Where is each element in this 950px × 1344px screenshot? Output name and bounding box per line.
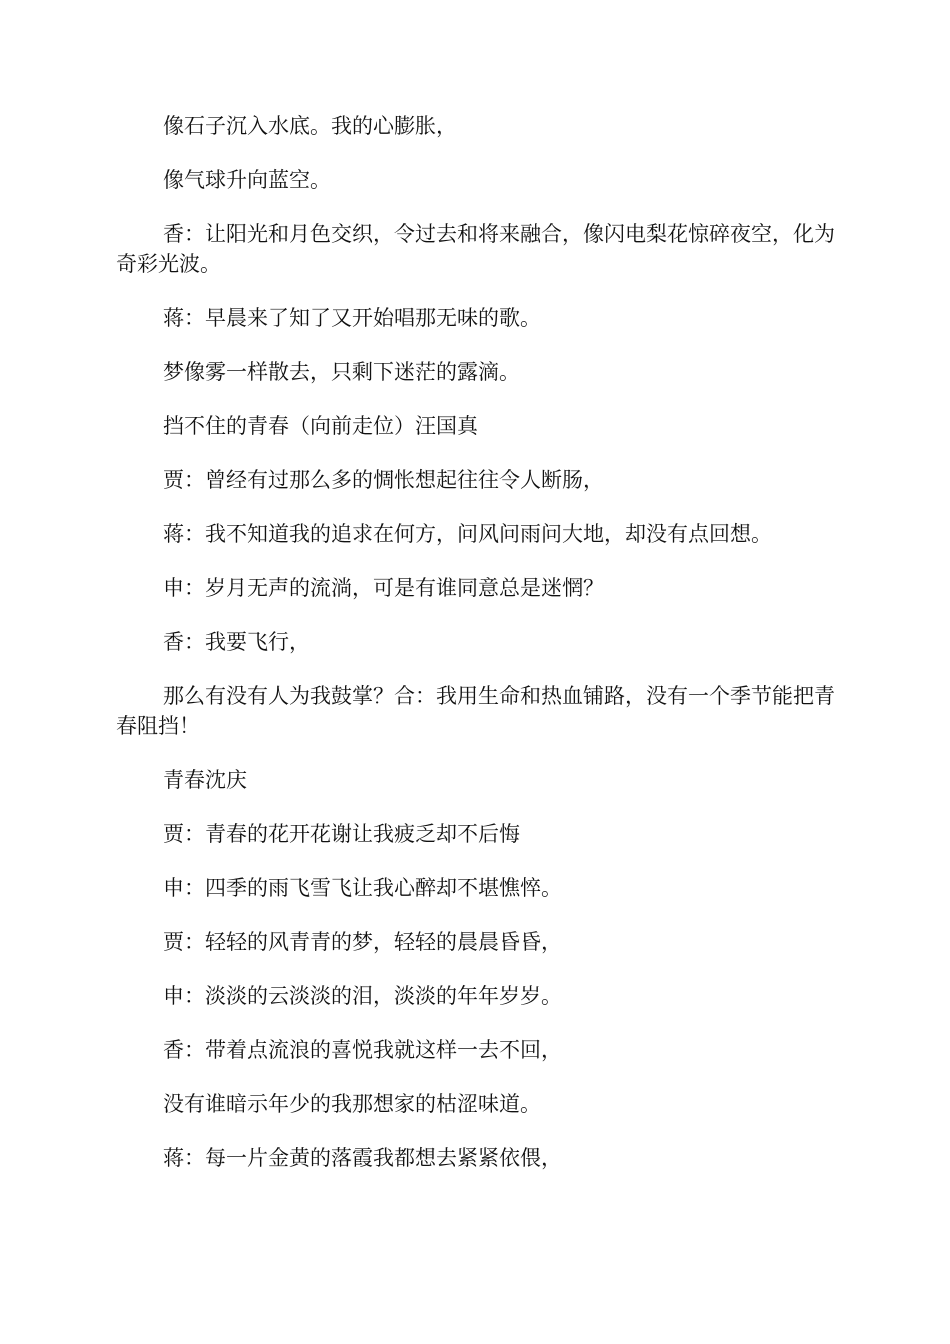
paragraph: 申：岁月无声的流淌，可是有谁同意总是迷惘？: [163, 576, 604, 600]
paragraph: 香：我要飞行，: [163, 630, 310, 654]
paragraph: 香：带着点流浪的喜悦我就这样一去不回，: [163, 1038, 562, 1062]
paragraph: 申：四季的雨飞雪飞让我心醉却不堪憔悴。: [163, 876, 562, 900]
paragraph: 贾：曾经有过那么多的惆怅想起往往令人断肠，: [163, 468, 604, 492]
paragraph: 贾：轻轻的风青青的梦，轻轻的晨晨昏昏，: [163, 930, 562, 954]
paragraph: 像石子沉入水底。我的心膨胀，: [163, 114, 457, 138]
paragraph: 梦像雾一样散去，只剩下迷茫的露滴。: [163, 360, 520, 384]
section-heading: 挡不住的青春（向前走位）汪国真: [163, 414, 478, 438]
paragraph: 申：淡淡的云淡淡的泪，淡淡的年年岁岁。: [163, 984, 562, 1008]
paragraph: 那么有没有人为我鼓掌？合：我用生命和热血铺路，没有一个季节能把青春阻挡！: [116, 684, 835, 738]
document-body: [116, 111, 838, 1197]
section-heading: 青春沈庆: [163, 768, 247, 792]
paragraph: 贾：青春的花开花谢让我疲乏却不后悔: [163, 822, 520, 846]
paragraph: 蒋：早晨来了知了又开始唱那无味的歌。: [163, 306, 541, 330]
paragraph: 蒋：我不知道我的追求在何方，问风问雨问大地，却没有点回想。: [163, 522, 772, 546]
paragraph: 蒋：每一片金黄的落霞我都想去紧紧依偎，: [163, 1146, 562, 1170]
paragraph: 像气球升向蓝空。: [163, 168, 331, 192]
paragraph: 香：让阳光和月色交织，令过去和将来融合，像闪电梨花惊碎夜空，化为奇彩光波。: [116, 222, 835, 276]
paragraph: 没有谁暗示年少的我那想家的枯涩味道。: [163, 1092, 541, 1116]
